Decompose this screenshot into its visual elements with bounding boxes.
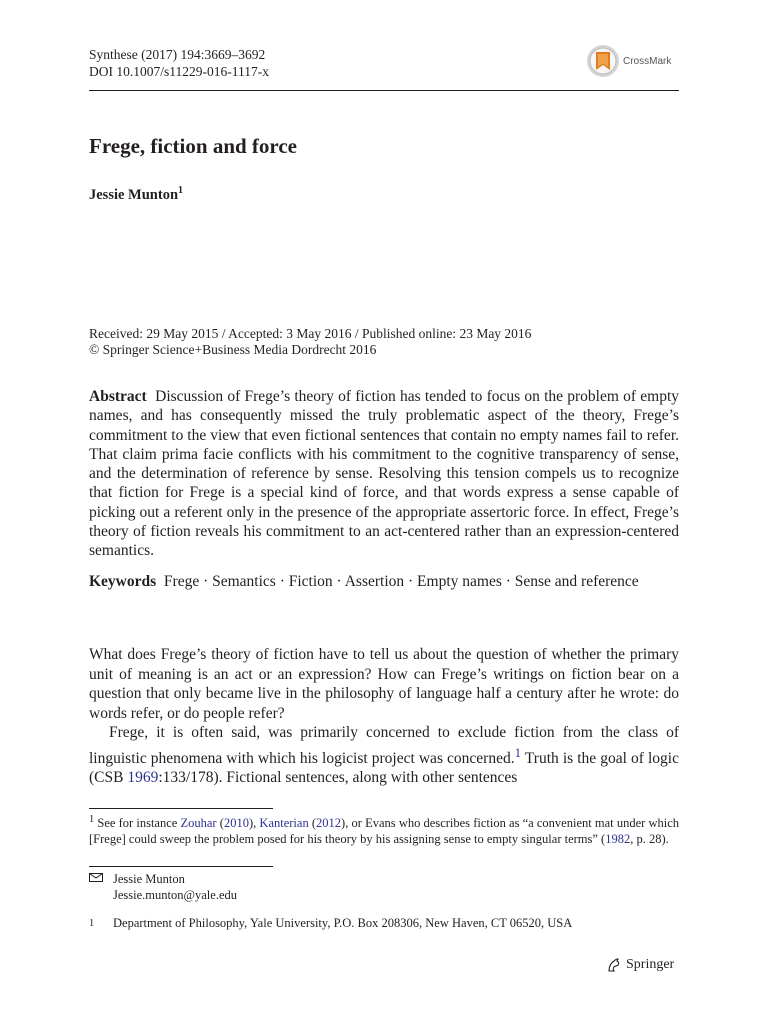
citation-link-2012[interactable]: 2012 — [316, 816, 342, 831]
affiliation-sup: 1 — [89, 918, 95, 929]
paper-title: Frege, fiction and force — [89, 134, 298, 158]
dates-line: Received: 29 May 2015 / Accepted: 3 May 2016 / Published online: 23 May 2016 — [89, 326, 532, 341]
citation-link-kanterian[interactable]: Kanterian — [259, 816, 309, 831]
crossmark-icon — [586, 44, 620, 78]
footnote-text: , p. 28). — [630, 831, 669, 846]
journal-citation: Synthese (2017) 194:3669–3692 — [89, 47, 266, 62]
contact-email[interactable]: Jessie.munton@yale.edu — [113, 887, 237, 902]
abstract — [89, 387, 679, 561]
publication-dates — [89, 326, 531, 358]
keywords-label: Keywords — [89, 573, 157, 590]
footnote-text: ( — [308, 816, 317, 831]
footnote-text: ), or Evans who describes fiction as “a convenient mat under which [Frege] could sweep the problem posed for his theory by his assigning sense to empty singular terms” ( — [89, 816, 680, 846]
springer-label: Springer — [626, 957, 675, 972]
contact-name: Jessie Munton — [113, 872, 185, 886]
author-line — [89, 185, 183, 204]
citation-link-2010[interactable]: 2010 — [223, 816, 249, 831]
keywords-text: Frege · Semantics · Fiction · Assertion · Empty names · Sense and reference — [163, 573, 639, 590]
contact-divider — [89, 866, 273, 867]
affiliation — [89, 916, 572, 936]
affiliation-number — [89, 916, 113, 936]
footnote-divider — [89, 808, 273, 809]
springer-horse-icon — [606, 957, 622, 973]
paragraph-2-text-a: Frege, it is often said, was primarily concerned to exclude fiction from the class of linguistic phenomena with which his logicist project was concerned. — [89, 724, 679, 767]
author-contact — [89, 872, 237, 903]
author-name: Jessie Munton — [89, 186, 179, 203]
contact-details — [113, 872, 237, 903]
author-affiliation-marker: 1 — [178, 185, 184, 196]
springer-logo — [606, 957, 674, 973]
affiliation-text: Department of Philosophy, Yale University, P.O. Box 208306, New Haven, CT 06520, USA — [113, 916, 573, 930]
footnote-text: ), — [248, 816, 260, 831]
body-text — [89, 645, 679, 788]
citation-link-1969[interactable]: 1969 — [127, 769, 159, 787]
footnote-text: ( — [216, 816, 224, 831]
journal-header — [89, 46, 269, 80]
contact-row — [89, 872, 237, 903]
citation-link-zouhar[interactable]: Zouhar — [180, 816, 217, 831]
footnote-ref-1[interactable]: 1 — [514, 744, 522, 760]
footnote-number: 1 — [89, 814, 95, 825]
abstract-text: Discussion of Frege’s theory of fiction has tended to focus on the problem of empty names, and has consequently missed the truly problematic aspect of the theory, Frege’s commitment to the view that even fictional sentences that contain no empty names fail to refer. That claim prima facie conflicts with his commitment to the cognitive transparency of sense, and the determination of reference by sense. Resolving this tension compels us to recognize that fiction for Frege is a special kind of force, and that words express a sense capable of picking out a referent only in the presence of the appropriate assertoric force. In effect, Frege’s theory of fiction reveals his commitment to an act-centered rather than an expression-centered semantics. — [89, 388, 679, 560]
envelope-icon — [89, 872, 113, 888]
crossmark-label: CrossMark — [623, 55, 672, 67]
paragraph-2 — [89, 723, 679, 788]
keywords — [89, 572, 679, 591]
abstract-label: Abstract — [89, 388, 147, 405]
footnote-1 — [89, 812, 679, 847]
paragraph-2-text-b: Truth is the goal of logic (CSB — [89, 749, 679, 787]
footnote-text: See for instance — [94, 816, 181, 831]
crossmark-badge[interactable] — [586, 44, 671, 78]
doi: DOI 10.1007/s11229-016-1117-x — [89, 64, 269, 79]
header-divider — [89, 90, 679, 91]
paragraph-1: What does Frege’s theory of fiction have to tell us about the question of whether the primary unit of meaning is an act or an expression? How can Frege’s writings on fiction bear on a question that only became live in the philosophy of language half a century after he wrote: do words refer, or do people refer? — [89, 646, 679, 722]
paragraph-2-text-c: :133/178). Fictional sentences, along with other sentences — [158, 769, 518, 787]
copyright-line: © Springer Science+Business Media Dordrecht 2016 — [89, 342, 377, 357]
citation-link-1982[interactable]: 1982 — [605, 831, 631, 846]
